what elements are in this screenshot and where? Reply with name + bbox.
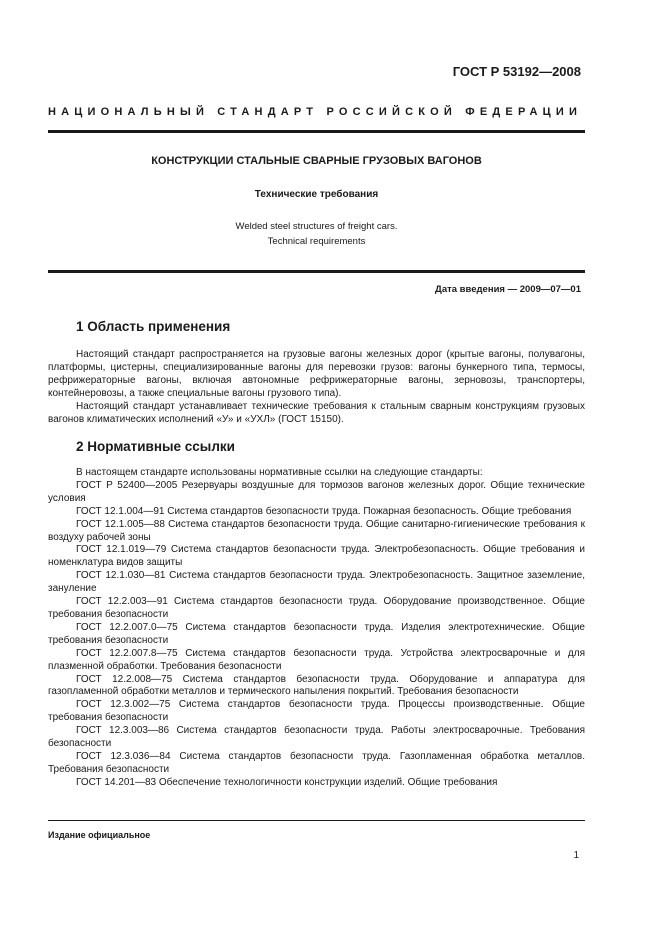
title-rule <box>48 270 585 273</box>
references-intro: В настоящем стандарте использованы нормативные ссылки на следующие стандарты: <box>76 467 483 478</box>
english-title <box>48 219 585 249</box>
reference-item: ГОСТ 12.3.003—86 Система стандартов безопасности труда. Работы электросварочные. Требования безопасности <box>48 725 585 750</box>
reference-item: ГОСТ 12.3.036—84 Система стандартов безопасности труда. Газопламенная обработка металлов. Требования безопасности <box>48 750 585 775</box>
page-number: 1 <box>573 850 579 861</box>
top-rule <box>48 130 585 133</box>
section-1-heading: 1 Область применения <box>76 319 231 334</box>
reference-item: ГОСТ 12.1.030—81 Система стандартов безопасности труда. Электробезопасность. Защитное заземление, зануление <box>48 570 585 595</box>
intro-date: Дата введения — 2009—07—01 <box>435 284 581 295</box>
normative-references <box>48 467 585 790</box>
section-1-body <box>48 349 585 426</box>
english-title-line2: Technical requirements <box>267 236 366 247</box>
section-2-heading: 2 Нормативные ссылки <box>76 439 235 454</box>
official-edition-label: Издание официальное <box>48 830 151 840</box>
reference-item: ГОСТ 12.1.004—91 Система стандартов безопасности труда. Пожарная безопасность. Общие требования <box>76 505 572 517</box>
reference-item: ГОСТ 12.2.007.8—75 Система стандартов безопасности труда. Устройства электросварочные и для плазменной обработки. Требования безопасности <box>48 647 585 672</box>
english-title-line1: Welded steel structures of freight cars. <box>235 221 398 232</box>
reference-item: ГОСТ 12.2.003—91 Система стандартов безопасности труда. Оборудование производственное. Общие требования безопасности <box>48 596 585 620</box>
footer-rule <box>48 820 585 821</box>
section-1-paragraph-2: Настоящий стандарт устанавливает технические требования к стальным сварным конструкциям грузовых вагонов климатических исполнений «У» и «УХЛ» (ГОСТ 15150). <box>48 400 585 425</box>
reference-item: ГОСТ 12.2.007.0—75 Система стандартов безопасности труда. Изделия электротехнические. Общие требования безопасности <box>48 621 585 646</box>
reference-item: ГОСТ 12.1.019—79 Система стандартов безопасности труда. Электробезопасность. Общие требования и номенклатура видов защиты <box>48 544 585 569</box>
document-title: КОНСТРУКЦИИ СТАЛЬНЫЕ СВАРНЫЕ ГРУЗОВЫХ ВАГОНОВ <box>151 155 482 167</box>
document-subtitle: Технические требования <box>254 189 379 200</box>
reference-item: ГОСТ 12.1.005—88 Система стандартов безопасности труда. Общие санитарно-гигиенические требования к воздуху рабочей зоны <box>48 518 585 543</box>
reference-item: ГОСТ Р 52400—2005 Резервуары воздушные для тормозов вагонов железных дорог. Общие технические условия <box>48 479 585 504</box>
reference-item: ГОСТ 14.201—83 Обеспечение технологичности конструкции изделий. Общие требования <box>76 776 498 788</box>
standard-number: ГОСТ Р 53192—2008 <box>452 64 581 79</box>
section-1-paragraph-1: Настоящий стандарт распространяется на грузовые вагоны железных дорог (крытые вагоны, полувагоны, платформы, цистерны, специализированные вагоны для перевозки грузов: вагоны бункерного типа, термосы, рефрижераторные вагоны, включая автономные рефрижераторные вагоны, зерновозы, транспортеры, контейнеровозы, а также специальные вагоны грузового типа). <box>48 349 585 399</box>
national-standard-heading: НАЦИОНАЛЬНЫЙ СТАНДАРТ РОССИЙСКОЙ ФЕДЕРАЦИИ <box>48 106 583 118</box>
reference-item: ГОСТ 12.3.002—75 Система стандартов безопасности труда. Процессы производственные. Общие требования безопасности <box>48 699 585 724</box>
reference-item: ГОСТ 12.2.008—75 Система стандартов безопасности труда. Оборудование и аппаратура для газопламенной обработки металлов и термического напыления покрытий. Требования безопасности <box>48 673 585 698</box>
